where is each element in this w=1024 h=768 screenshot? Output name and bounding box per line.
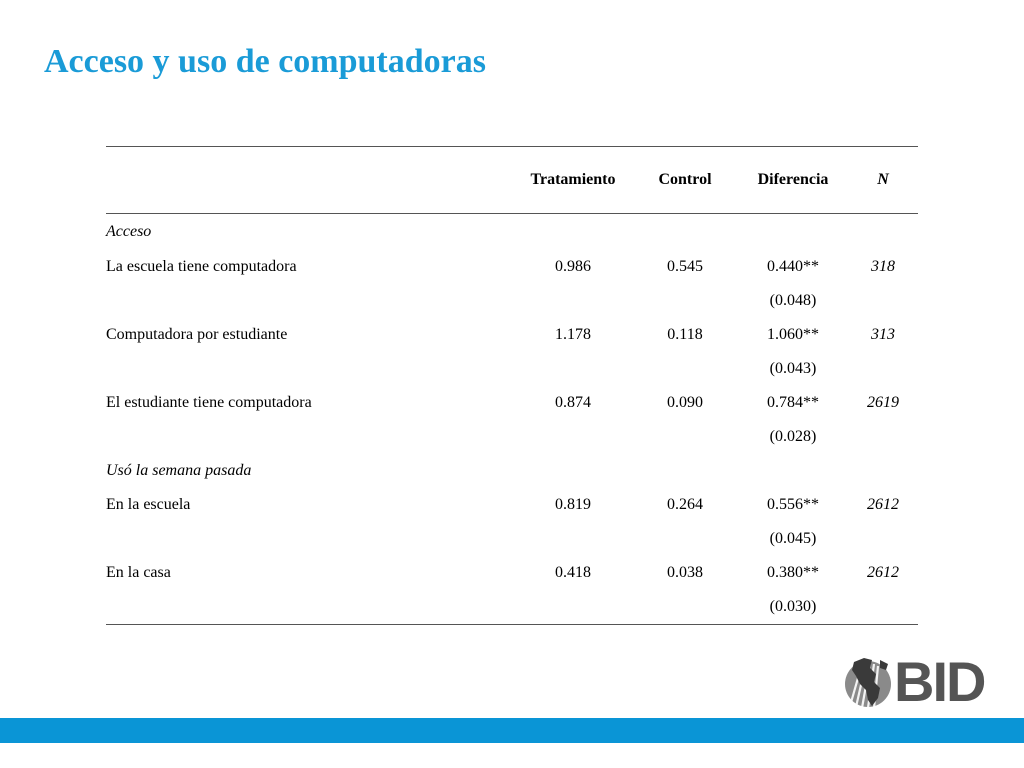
cell-control: 0.545 <box>667 258 703 275</box>
cell-control: 0.118 <box>667 326 703 343</box>
row-label: En la escuela <box>106 496 191 513</box>
cell-n: 318 <box>871 258 895 275</box>
table-row-se <box>106 284 918 318</box>
section-label: Acceso <box>106 223 152 240</box>
header-diferencia: Diferencia <box>738 147 848 214</box>
table-header-row <box>106 147 918 214</box>
cell-n: 313 <box>871 326 895 343</box>
table-row-se <box>106 522 918 556</box>
cell-control: 0.090 <box>667 394 703 411</box>
table-row <box>106 488 918 522</box>
cell-n: 2619 <box>867 394 899 411</box>
bid-logo <box>844 650 1000 713</box>
cell-diferencia: 0.380** <box>767 564 819 581</box>
table-row <box>106 318 918 352</box>
header-tratamiento: Tratamiento <box>514 147 632 214</box>
row-label: La escuela tiene computadora <box>106 258 297 275</box>
bottom-accent-bar <box>0 718 1024 743</box>
cell-control: 0.264 <box>667 496 703 513</box>
section-row <box>106 214 918 251</box>
table-row-se <box>106 420 918 454</box>
cell-standard-error: (0.048) <box>769 292 817 309</box>
row-label: Computadora por estudiante <box>106 326 288 343</box>
cell-standard-error: (0.030) <box>738 590 848 625</box>
table-row <box>106 386 918 420</box>
row-label: El estudiante tiene computadora <box>106 394 312 411</box>
section-label: Usó la semana pasada <box>106 462 252 479</box>
slide-title: Acceso y uso de computadoras <box>44 43 486 80</box>
cell-n: 2612 <box>867 564 899 581</box>
section-row <box>106 454 918 488</box>
cell-tratamiento: 0.819 <box>555 496 591 513</box>
header-label <box>106 147 514 214</box>
results-table <box>106 146 918 625</box>
cell-diferencia: 0.440** <box>767 258 819 275</box>
table-row <box>106 556 918 590</box>
globe-americas-icon <box>844 654 892 710</box>
header-control: Control <box>632 147 738 214</box>
table-row <box>106 250 918 284</box>
cell-standard-error: (0.043) <box>769 360 817 377</box>
cell-standard-error: (0.045) <box>769 530 817 547</box>
cell-n: 2612 <box>867 496 899 513</box>
table-row-se <box>106 352 918 386</box>
row-label: En la casa <box>106 564 171 581</box>
cell-tratamiento: 0.874 <box>555 394 591 411</box>
cell-standard-error: (0.028) <box>769 428 817 445</box>
cell-control: 0.038 <box>667 564 703 581</box>
table-row-se <box>106 590 918 625</box>
cell-diferencia: 1.060** <box>767 326 819 343</box>
header-n: N <box>848 147 918 214</box>
cell-tratamiento: 1.178 <box>555 326 591 343</box>
cell-tratamiento: 0.986 <box>555 258 591 275</box>
cell-tratamiento: 0.418 <box>555 564 591 581</box>
logo-text: BID <box>894 650 985 713</box>
cell-diferencia: 0.784** <box>767 394 819 411</box>
cell-diferencia: 0.556** <box>767 496 819 513</box>
